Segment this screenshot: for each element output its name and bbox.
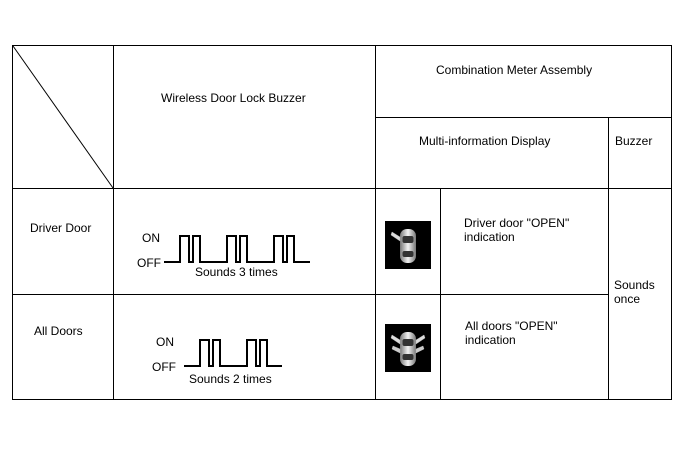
indication-text-line2: indication xyxy=(464,230,515,244)
indication-text-line1: All doors "OPEN" xyxy=(465,319,558,333)
row-label-driver-door: Driver Door xyxy=(30,221,92,235)
buzzer-pulse-waveform-3 xyxy=(160,228,310,268)
corner-diagonal xyxy=(13,46,113,188)
header-wireless-door-lock-buzzer: Wireless Door Lock Buzzer xyxy=(161,91,306,105)
car-driver-door-open-icon xyxy=(385,221,431,269)
signal-off-label: OFF xyxy=(152,360,176,374)
buzzer-result-line2: once xyxy=(614,292,641,306)
row-label-all-doors: All Doors xyxy=(34,324,83,338)
signal-on-label: ON xyxy=(156,335,174,349)
header-combination-meter-assembly: Combination Meter Assembly xyxy=(436,63,593,77)
car-all-doors-open-icon xyxy=(385,324,431,372)
buzzer-pulse-waveform-2 xyxy=(180,332,290,372)
header-buzzer: Buzzer xyxy=(615,134,653,148)
signal-on-label: ON xyxy=(142,231,160,245)
header-multi-information-display: Multi-information Display xyxy=(419,134,551,148)
buzzer-result-line1: Sounds xyxy=(614,278,655,292)
indication-text-line1: Driver door "OPEN" xyxy=(464,216,570,230)
sounds-count-text: Sounds 2 times xyxy=(189,372,272,386)
signal-off-label: OFF xyxy=(137,256,161,270)
sounds-count-text: Sounds 3 times xyxy=(195,265,278,279)
indication-text-line2: indication xyxy=(465,333,516,347)
